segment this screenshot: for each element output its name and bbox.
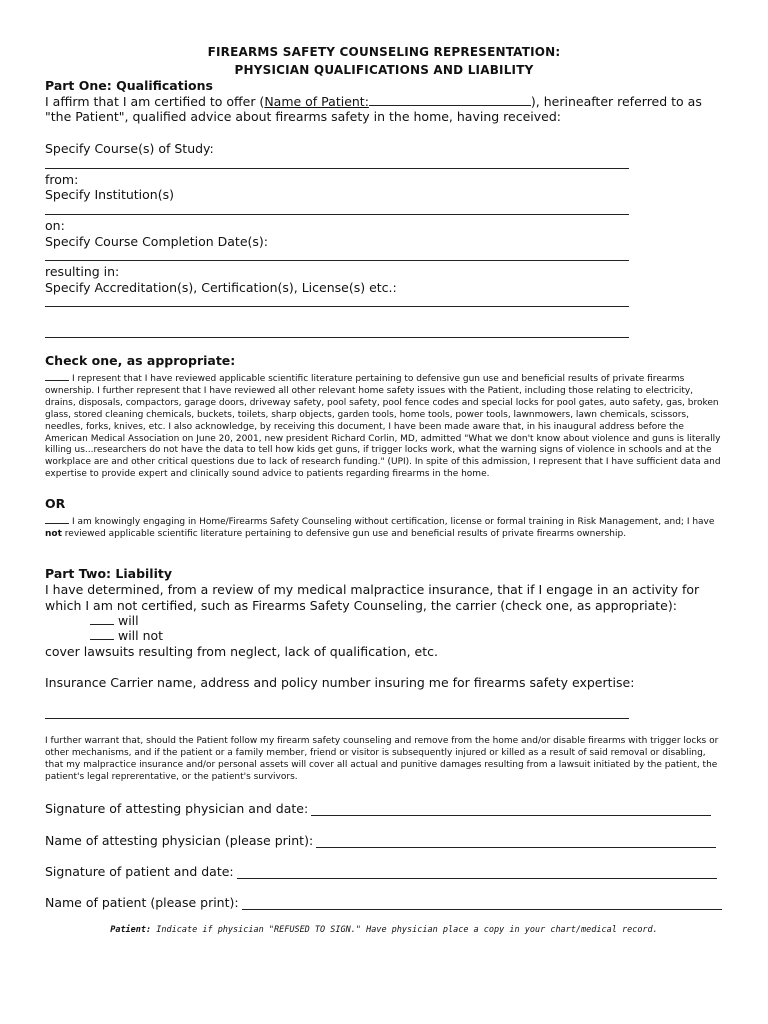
part-two-heading: Part Two: Liability	[45, 566, 173, 581]
physician-name-row	[45, 833, 716, 848]
liability-line-2: which I am not certified, such as Firearms Safety Counseling, the carrier (check one, as appropriate):	[45, 598, 677, 613]
patient-signature-label: Signature of patient and date:	[45, 864, 234, 879]
physician-name-field[interactable]	[316, 836, 716, 848]
affirm-prefix: I affirm that I am certified to offer (	[45, 94, 265, 109]
footer-text: Indicate if physician "REFUSED TO SIGN." Have physician place a copy in your chart/medical record.	[156, 925, 658, 935]
check-one-heading: Check one, as appropriate:	[45, 353, 236, 368]
insurance-label: Insurance Carrier name, address and policy number insuring me for firearms safety expertise:	[45, 675, 635, 690]
check-option-1-text: I represent that I have reviewed applicable scientific literature pertaining to defensive gun use and beneficial results of private firearms ownership. I further represent that I have reviewed all other relevant home safety issues with the Patient, including those relating to electricity, drains, disposals, compactors, garage doors, driveway safety, pool safety, pool fence codes and special locks for pool gates, auto safety, gas, broken glass, stored cleaning chemicals, buckets, toilets, sharp objects, garden tools, home tools, power tools, lawnmowers, lawn chemicals, scissors, needles, forks, knives, etc. I also acknowledge, by receiving this document, I have been made aware that, in his inaugural address before the American Medical Association on June 20, 2001, new president Richard Corlin, MD, admitted "What we don't know about violence and guns is literally killing us...researchers do not have the data to tell how kids get guns, if trigger locks work, what the warning signs of violence in schools and at the workplace are and other critical questions due to lack of research funding." (UPI). In spite of this admission, I represent that I have sufficient data and expertise to provide expert and clinically sound advice to patients regarding firearms in the home.	[45, 374, 721, 480]
cover-line: cover lawsuits resulting from neglect, lack of qualification, etc.	[45, 644, 438, 659]
patient-name-label: Name of Patient:	[264, 94, 369, 109]
on-label: on:	[45, 218, 65, 233]
resulting-label: resulting in:	[45, 264, 120, 279]
course-label: Specify Course(s) of Study:	[45, 141, 214, 156]
institution-field[interactable]	[45, 214, 629, 215]
check-option-2	[45, 515, 721, 541]
check-option-1	[45, 372, 721, 481]
check-option-2-blank[interactable]	[45, 515, 69, 524]
patient-name-row	[45, 895, 722, 910]
completion-field[interactable]	[45, 260, 629, 261]
form-title-line2: PHYSICIAN QUALIFICATIONS AND LIABILITY	[234, 63, 534, 77]
will-not-option	[90, 628, 163, 643]
physician-signature-field[interactable]	[311, 804, 711, 816]
affirm-suffix: ), herineafter referred to as	[530, 94, 702, 109]
check-option-2-before: I am knowingly engaging in Home/Firearms Safety Counseling without certification, license or formal training in Risk Management, and; I have	[72, 517, 715, 527]
will-label: will	[117, 613, 139, 628]
part-one-heading: Part One: Qualifications	[45, 78, 213, 93]
completion-label: Specify Course Completion Date(s):	[45, 234, 268, 249]
insurance-field[interactable]	[45, 718, 629, 719]
footer-label: Patient:	[110, 925, 152, 935]
check-option-1-blank[interactable]	[45, 372, 69, 381]
affirm-line-2: "the Patient", qualified advice about firearms safety in the home, having received:	[45, 109, 561, 124]
check-option-2-after: reviewed applicable scientific literature pertaining to defensive gun use and beneficial results of private firearms ownership.	[64, 528, 627, 539]
course-field[interactable]	[45, 168, 629, 169]
will-blank[interactable]	[90, 613, 114, 625]
accreditation-field-2[interactable]	[45, 337, 629, 338]
physician-signature-row	[45, 801, 711, 816]
footer-note	[0, 925, 768, 935]
form-title-line1: FIREARMS SAFETY COUNSELING REPRESENTATION:	[207, 45, 561, 59]
patient-name-field[interactable]	[369, 94, 531, 106]
will-option	[90, 613, 139, 628]
patient-name-print-field[interactable]	[242, 898, 722, 910]
check-option-2-bold: not	[45, 528, 62, 539]
patient-signature-field[interactable]	[237, 867, 717, 879]
institution-label: Specify Institution(s)	[45, 187, 174, 202]
warrant-paragraph: I further warrant that, should the Patient follow my firearm safety counseling and remove from the home and/or disable firearms with trigger locks or other mechanisms, and if the patient or a family member, friend or visitor is subsequently injured or killed as a result of said removal or disabling, that my malpractice insurance and/or personal assets will cover all actual and punitive damages resulting from a lawsuit initiated by the patient, the patient's legal reprerentative, or the patient's survivors.	[45, 736, 719, 782]
will-not-blank[interactable]	[90, 628, 114, 640]
accreditation-field-1[interactable]	[45, 306, 629, 307]
from-label: from:	[45, 172, 79, 187]
patient-signature-row	[45, 864, 717, 879]
affirm-line-1	[45, 94, 702, 109]
liability-line-1: I have determined, from a review of my medical malpractice insurance, that if I engage in an activity for	[45, 582, 700, 597]
accreditation-label: Specify Accreditation(s), Certification(s), License(s) etc.:	[45, 280, 397, 295]
physician-name-label: Name of attesting physician (please print):	[45, 833, 314, 848]
patient-name-label-print: Name of patient (please print):	[45, 895, 239, 910]
will-not-label: will not	[117, 628, 164, 643]
physician-signature-label: Signature of attesting physician and date:	[45, 801, 309, 816]
or-label: OR	[45, 496, 66, 511]
